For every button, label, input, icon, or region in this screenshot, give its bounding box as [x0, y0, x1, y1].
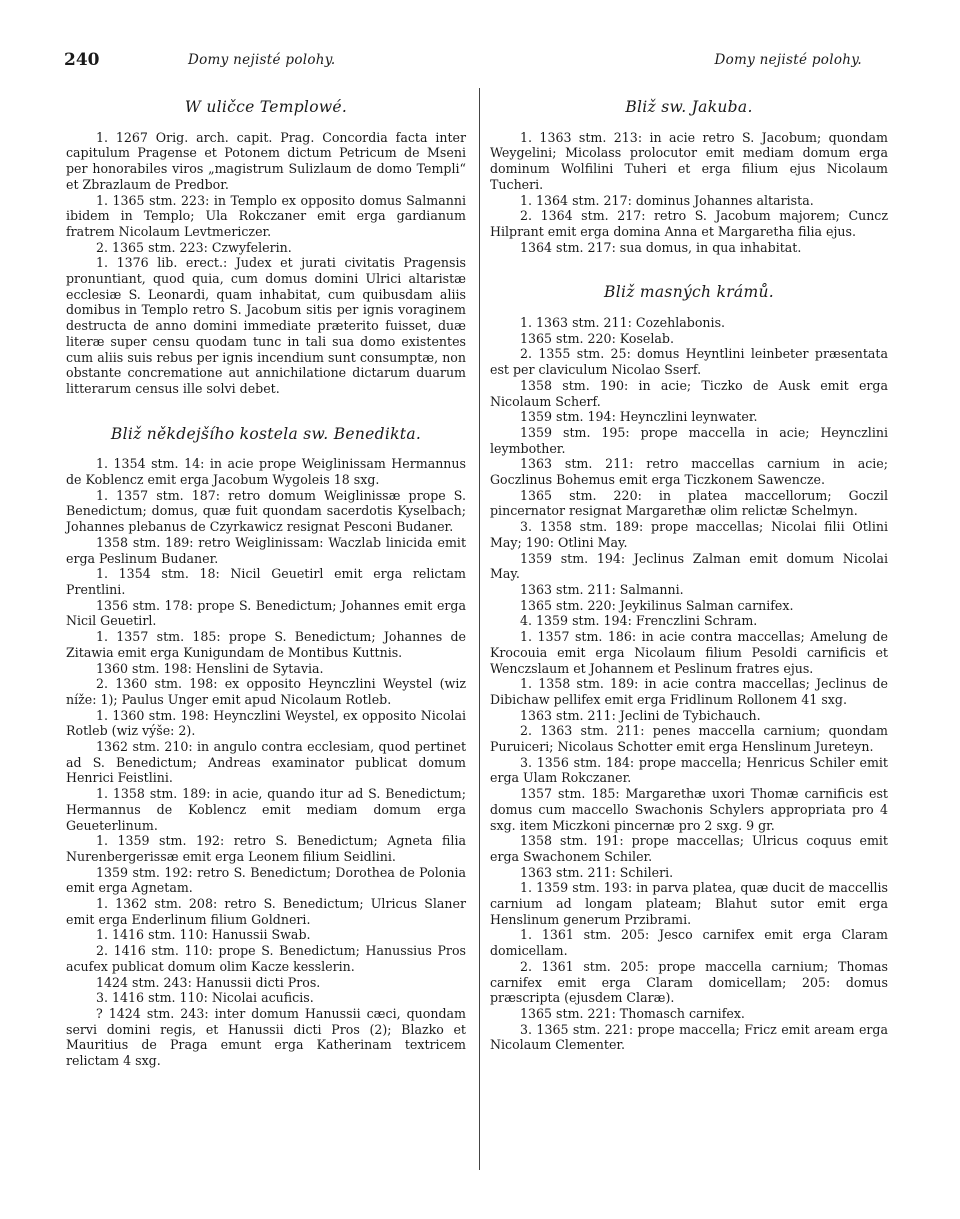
entry: 1358 stm. 189: retro Weiglinissam: Waczlab linicida emit erga Peslinum Budaner.	[66, 534, 466, 566]
entry: 1363 stm. 211: retro maccellas carnium in acie; Goczlinus Bohemus emit erga Ticzkonem Sawencze.	[490, 456, 888, 488]
entry: 2. 1365 stm. 223: Czwyfelerin.	[96, 239, 292, 255]
entry: 1. 1358 stm. 189: in acie contra maccellas; Jeclinus de Dibichaw pellifex emit erga Fridlinum Rollonem 41 sxg.	[490, 676, 888, 707]
entry: 2. 1360 stm. 198: ex opposito Heynczlini Weystel (wiz níže: 1); Paulus Unger emit apud Nicolaum Rotleb.	[66, 676, 466, 707]
entry: 1. 1376 lib. erect.: Judex et jurati civitatis Pragensis pronuntiant, quod quia, cum domus domini Ulrici altaristæ ecclesiæ S. Leonardi, quam inhabitat, cum quibusdam aliis domibus in Templo retro S. Jacobum sitis per ignis voraginem destructa de anno domini immediate præterito fuisset, duæ literæ super censu quodam tunc in tali sua domo existentes cum aliis suis rebus per ignis incendium sunt consumptæ, non obstante concrematione aut annichilatione dictarum duarum litterarum census ille solvi debet.	[66, 255, 466, 396]
entry: 1363 stm. 211: Jeclini de Tybichauch.	[520, 707, 761, 723]
entry: 1. 1357 stm. 185: prope S. Benedictum; Johannes de Zitawia emit erga Kunigundam de Montibus Kuttnis.	[66, 629, 466, 660]
entry: 1358 stm. 190: in acie; Ticzko de Ausk emit erga Nicolaum Scherf.	[490, 377, 888, 409]
entry: 2. 1363 stm. 211: penes maccella carnium; quondam Puruiceri; Nicolaus Schotter emit erga Henslinum Jureteyn.	[490, 723, 888, 755]
section-heading: W uličce Templowé.	[184, 98, 348, 116]
entry: 1. 1354 stm. 14: in acie prope Weiglinissam Hermannus de Koblencz emit erga Jacobum Wygoleis 18 sxg.	[66, 456, 466, 488]
entry: 1359 stm. 194: Jeclinus Zalman emit domum Nicolai May.	[490, 550, 888, 582]
entry: 1. 1362 stm. 208: retro S. Benedictum; Ulricus Slaner emit erga Enderlinum filium Goldneri.	[66, 896, 466, 927]
entry: 1360 stm. 198: Henslini de Sytavia.	[96, 660, 324, 676]
page-number: 240	[64, 50, 100, 70]
entry: 2. 1361 stm. 205: prope maccella carnium; Thomas carnifex emit erga Claram domicellam; 205: domus præscripta (ejusdem Claræ).	[490, 958, 888, 1006]
section-heading: Bliž sw. Jakuba.	[625, 98, 753, 116]
entry: 1424 stm. 243: Hanussii dicti Pros.	[96, 974, 321, 990]
entry: 2. 1364 stm. 217: retro S. Jacobum majorem; Cuncz Hilprant emit erga domina Anna et Margaretha filia ejus.	[490, 208, 888, 239]
entry: 1. 1416 stm. 110: Hanussii Swab.	[96, 927, 311, 943]
entry: 1356 stm. 178: prope S. Benedictum; Johannes emit erga Nicil Geuetirl.	[66, 597, 466, 629]
entry: ? 1424 stm. 243: inter domum Hanussii cæci, quondam servi domini regis, et Hanussii dicti Pros (2); Blazko et Mauritius de Praga emunt erga Katherinam textricem relictam 4 sxg.	[66, 1005, 466, 1069]
entry: 1365 stm. 220: Koselab.	[520, 330, 674, 346]
entry: 1. 1363 stm. 213: in acie retro S. Jacobum; quondam Weygelini; Micolass prolocutor emit mediam domum erga dominum Wolfilini Tuheri et erga filium ejus Nicolaum Tucheri.	[490, 129, 888, 192]
entry: 1. 1364 stm. 217: dominus Johannes altarista.	[520, 192, 814, 208]
entry: 1. 1363 stm. 211: Cozehlabonis.	[520, 315, 726, 331]
column-divider	[479, 88, 480, 1170]
running-head-right: Domy nejisté polohy.	[714, 52, 862, 68]
left-column	[66, 94, 466, 1069]
page-header	[64, 50, 892, 74]
entry: 2. 1416 stm. 110: prope S. Benedictum; Hanussius Pros acufex publicat domum olim Kacze kesslerin.	[66, 943, 466, 974]
entry: 1365 stm. 220: Jeykilinus Salman carnifex.	[520, 597, 794, 613]
entry: 1364 stm. 217: sua domus, in qua inhabitat.	[520, 239, 802, 255]
entry: 3. 1416 stm. 110: Nicolai acuficis.	[96, 990, 314, 1006]
entry: 1357 stm. 185: Margarethæ uxori Thomæ carnificis est domus cum maccello Swachonis Schylers appropriata pro 4 sxg. item Miczkoni pincernæ pro 2 sxg. 9 gr.	[490, 786, 888, 833]
entry: 1363 stm. 211: Salmanni.	[520, 581, 684, 597]
entry: 1. 1359 stm. 192: retro S. Benedictum; Agneta filia Nurenbergerissæ emit erga Leonem filium Seidlini.	[66, 833, 466, 864]
running-head-left: Domy nejisté polohy.	[188, 52, 336, 68]
entry: 4. 1359 stm. 194: Frenczlini Schram.	[520, 613, 758, 629]
entry: 1359 stm. 194: Heynczlini leynwater.	[520, 409, 758, 425]
entry: 3. 1358 stm. 189: prope maccellas; Nicolai filii Otlini May; 190: Otlini May.	[490, 519, 888, 550]
entry: 1. 1267 Orig. arch. capit. Prag. Concordia facta inter capitulum Pragense et Potonem dictum Petricum de Mseni per honorabiles viros „magistrum Sulizlaum de domo Templi“ et Zbrazlaum de Predbor.	[66, 129, 466, 192]
entry: 1. 1358 stm. 189: in acie, quando itur ad S. Benedictum; Hermannus de Koblencz emit mediam domum erga Geueterlinum.	[66, 786, 466, 833]
section-heading: Bliž někdejšího kostela sw. Benedikta.	[110, 424, 422, 443]
entry: 1365 stm. 220: in platea maccellorum; Goczil pincernator resignat Margarethæ olim relictæ Schelmyn.	[490, 487, 888, 519]
entry: 1359 stm. 195: prope maccella in acie; Heynczlini leymbother.	[490, 424, 888, 456]
section-heading: Bliž masných krámů.	[604, 283, 774, 302]
right-column	[490, 94, 888, 1053]
entry: 1365 stm. 221: Thomasch carnifex.	[520, 1005, 745, 1021]
entry: 1359 stm. 192: retro S. Benedictum; Dorothea de Polonia emit erga Agnetam.	[66, 864, 466, 896]
entry: 1. 1359 stm. 193: in parva platea, quæ ducit de maccellis carnium ad longam plateam; Blahut sutor emit erga Henslinum generum Przibrami.	[490, 880, 888, 927]
entry: 1. 1365 stm. 223: in Templo ex opposito domus Salmanni ibidem in Templo; Ula Rokczaner emit erga gardianum fratrem Nicolaum Levtmericzer.	[66, 192, 466, 239]
entry: 1358 stm. 191: prope maccellas; Ulricus coquus emit erga Swachonem Schiler.	[490, 833, 888, 864]
entry: 1363 stm. 211: Schileri.	[520, 864, 674, 880]
entry: 3. 1356 stm. 184: prope maccella; Henricus Schiler emit erga Ulam Rokczaner.	[490, 754, 888, 786]
entry: 1. 1360 stm. 198: Heynczlini Weystel, ex opposito Nicolai Rotleb (wiz výše: 2).	[66, 707, 466, 739]
entry: 1. 1361 stm. 205: Jesco carnifex emit erga Claram domicellam.	[490, 927, 888, 959]
entry: 1. 1357 stm. 187: retro domum Weiglinissæ prope S. Benedictum; domus, quæ fuit quondam sacerdotis Kyselbach; Johannes plebanus de Czyrkawicz resignat Pesconi Budaner.	[66, 487, 466, 535]
entry: 2. 1355 stm. 25: domus Heyntlini leinbeter præsentata est per claviculum Nicolao Sserf.	[490, 346, 888, 378]
entry: 3. 1365 stm. 221: prope maccella; Fricz emit aream erga Nicolaum Clementer.	[490, 1021, 888, 1053]
entry: 1. 1357 stm. 186: in acie contra maccellas; Amelung de Krocouia emit erga Nicolaum filium Pesoldi carnificis et Wenczslaum et Johannem et Peslinum fratres ejus.	[490, 629, 888, 676]
entry: 1362 stm. 210: in angulo contra ecclesiam, quod pertinet ad S. Benedictum; Andreas examinator publicat domum Henrici Feistlini.	[66, 739, 466, 786]
entry: 1. 1354 stm. 18: Nicil Geuetirl emit erga relictam Prentlini.	[66, 566, 466, 597]
